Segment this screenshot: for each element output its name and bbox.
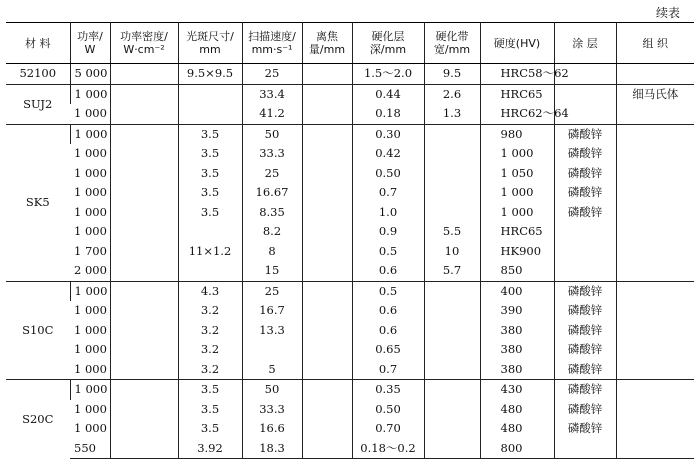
- table-cell: 3.2: [178, 301, 242, 321]
- table-cell: 9.5: [424, 64, 480, 85]
- table-cell: [616, 321, 694, 341]
- column-header: [6, 23, 70, 64]
- table-cell: 9.5×9.5: [178, 64, 242, 85]
- table-cell: 550: [70, 439, 110, 459]
- table-cell: 33.3: [242, 400, 302, 420]
- table-cell: 3.5: [178, 144, 242, 164]
- column-header-label: 涂 层: [572, 36, 598, 50]
- table-cell: [554, 222, 616, 242]
- table-cell: [424, 419, 480, 439]
- table-header: [6, 23, 694, 64]
- table-cell: 33.4: [242, 84, 302, 104]
- table-cell: [302, 321, 352, 341]
- table-row: [6, 183, 694, 203]
- table-cell: [424, 340, 480, 360]
- table-cell: HRC58～62: [480, 64, 554, 85]
- table-cell: 1 000: [74, 146, 107, 161]
- table-cell: 380: [480, 360, 554, 380]
- table-cell: 磷酸锌: [554, 281, 616, 301]
- column-header: [110, 23, 178, 64]
- table-row: [6, 261, 694, 281]
- column-header-label: 光斑尺寸/ mm: [186, 30, 234, 56]
- table-cell: 0.5: [352, 242, 424, 262]
- table-cell: 0.6: [352, 301, 424, 321]
- table-cell: [616, 340, 694, 360]
- table-cell: 细马氏体: [616, 84, 694, 104]
- table-cell: [110, 222, 178, 242]
- table-cell: [302, 439, 352, 459]
- table-cell: 1 050: [480, 164, 554, 184]
- column-header: [554, 23, 616, 64]
- table-cell: 41.2: [242, 104, 302, 124]
- column-header-label: 材 料: [25, 36, 51, 50]
- table-cell: [424, 183, 480, 203]
- table-cell: [110, 84, 178, 104]
- table-cell: 380: [480, 321, 554, 341]
- table-row: [6, 340, 694, 360]
- table-cell: 5 000: [70, 64, 110, 85]
- column-header: [178, 23, 242, 64]
- table-cell: [424, 400, 480, 420]
- table-cell: 1 000: [74, 204, 107, 219]
- table-cell: [110, 400, 178, 420]
- table-row: [6, 84, 694, 104]
- table-cell: 1.5～2.0: [352, 64, 424, 85]
- material-cell: SUJ2: [6, 84, 70, 124]
- table-cell: [178, 261, 242, 281]
- table-cell: 1 000: [74, 421, 107, 436]
- table-cell: [616, 439, 694, 459]
- material-cell: S10C: [6, 281, 70, 380]
- column-header-label: 扫描速度/ mm·s⁻¹: [248, 30, 296, 56]
- table-cell: [616, 222, 694, 242]
- table-cell: 3.5: [178, 203, 242, 223]
- table-cell: 1.3: [424, 104, 480, 124]
- table-cell: 1 000: [70, 380, 110, 400]
- table-cell: 18.3: [242, 439, 302, 459]
- table-cell: 磷酸锌: [554, 164, 616, 184]
- table-cell: [616, 144, 694, 164]
- table-cell: 1 000: [480, 183, 554, 203]
- column-header-label: 功率密度/ W·cm⁻²: [120, 30, 168, 56]
- table-cell: [616, 281, 694, 301]
- table-cell: [110, 340, 178, 360]
- table-cell: 11×1.2: [178, 242, 242, 262]
- table-cell: [424, 164, 480, 184]
- table-cell: 480: [480, 419, 554, 439]
- table-cell: 33.3: [242, 144, 302, 164]
- table-cell: 2 000: [74, 263, 107, 278]
- table-row: [6, 203, 694, 223]
- table-cell: 16.6: [242, 419, 302, 439]
- table-cell: 0.7: [352, 360, 424, 380]
- table-cell: [302, 64, 352, 85]
- table-cell: [616, 203, 694, 223]
- table-cell: 50: [242, 380, 302, 400]
- table-cell: [302, 419, 352, 439]
- table-cell: 850: [480, 261, 554, 281]
- table-cell: 3.5: [178, 419, 242, 439]
- table-cell: 430: [480, 380, 554, 400]
- table-cell: [554, 261, 616, 281]
- table-row: [6, 124, 694, 144]
- table-cell: 磷酸锌: [554, 203, 616, 223]
- table-cell: [110, 242, 178, 262]
- table-cell: 0.7: [352, 183, 424, 203]
- table-cell: 390: [480, 301, 554, 321]
- table-cell: 3.2: [178, 340, 242, 360]
- table-cell: 1 000: [74, 342, 107, 357]
- table-cell: [424, 144, 480, 164]
- table-cell: [110, 321, 178, 341]
- continued-label: 续表: [655, 6, 680, 20]
- table-cell: [110, 281, 178, 301]
- column-header-label: 功率/ W: [77, 30, 103, 56]
- table-cell: [616, 380, 694, 400]
- table-cell: 1 000: [74, 185, 107, 200]
- table-cell: 3.5: [178, 183, 242, 203]
- table-cell: 0.65: [352, 340, 424, 360]
- table-row: [6, 64, 694, 85]
- table-cell: 1 000: [74, 303, 107, 318]
- table-cell: [302, 301, 352, 321]
- table-cell: [302, 400, 352, 420]
- table-cell: 3.5: [178, 380, 242, 400]
- table-cell: 1 000: [70, 124, 110, 144]
- table-row: [6, 164, 694, 184]
- table-cell: 1 000: [74, 401, 107, 416]
- column-header: [302, 23, 352, 64]
- material-cell: 52100: [6, 64, 70, 85]
- table-cell: 1 000: [480, 144, 554, 164]
- table-cell: [424, 439, 480, 459]
- column-header: [480, 23, 554, 64]
- table-cell: [424, 281, 480, 301]
- table-cell: 1 000: [480, 203, 554, 223]
- table-cell: [302, 164, 352, 184]
- table-cell: [616, 400, 694, 420]
- table-cell: [616, 261, 694, 281]
- table-cell: 25: [242, 64, 302, 85]
- table-cell: [302, 222, 352, 242]
- column-header: [242, 23, 302, 64]
- table-cell: [302, 380, 352, 400]
- table-cell: [554, 242, 616, 262]
- table-cell: [302, 261, 352, 281]
- column-header-label: 硬化带 宽/mm: [433, 30, 471, 56]
- table-cell: 1 700: [74, 243, 107, 258]
- column-header: [616, 23, 694, 64]
- table-cell: 0.44: [352, 84, 424, 104]
- laser-hardening-table: [6, 22, 694, 459]
- table-cell: 25: [242, 164, 302, 184]
- table-cell: 0.42: [352, 144, 424, 164]
- table-cell: [424, 301, 480, 321]
- table-cell: 8.35: [242, 203, 302, 223]
- table-cell: 1 000: [74, 106, 107, 121]
- table-cell: 5: [242, 360, 302, 380]
- table-cell: [110, 380, 178, 400]
- table-cell: 1 000: [70, 281, 110, 301]
- table-cell: 0.50: [352, 400, 424, 420]
- table-cell: [616, 419, 694, 439]
- table-cell: 5.5: [424, 222, 480, 242]
- table-cell: 1.0: [352, 203, 424, 223]
- table-row: [6, 301, 694, 321]
- table-cell: [424, 124, 480, 144]
- table-cell: [302, 242, 352, 262]
- table-cell: 0.6: [352, 321, 424, 341]
- table-cell: [424, 321, 480, 341]
- table-cell: [110, 144, 178, 164]
- table-cell: [110, 104, 178, 124]
- table-cell: [616, 360, 694, 380]
- table-cell: [110, 439, 178, 459]
- table-cell: 1 000: [74, 361, 107, 376]
- table-cell: 1 000: [74, 322, 107, 337]
- table-cell: 4.3: [178, 281, 242, 301]
- table-cell: 980: [480, 124, 554, 144]
- table-cell: [424, 360, 480, 380]
- table-row: [6, 281, 694, 301]
- column-header: [352, 23, 424, 64]
- table-cell: [178, 104, 242, 124]
- table-cell: HRC65: [480, 84, 554, 104]
- table-cell: [302, 281, 352, 301]
- table-cell: [616, 242, 694, 262]
- column-header-label: 离焦 量/mm: [308, 30, 346, 56]
- table-cell: 5.7: [424, 261, 480, 281]
- table-cell: [110, 164, 178, 184]
- table-cell: 1 000: [70, 84, 110, 104]
- table-cell: HK900: [480, 242, 554, 262]
- column-header-label: 组 织: [642, 36, 668, 50]
- table-cell: 3.2: [178, 321, 242, 341]
- table-cell: 0.35: [352, 380, 424, 400]
- material-cell: S20C: [6, 380, 70, 459]
- table-cell: [302, 124, 352, 144]
- table-cell: 0.18: [352, 104, 424, 124]
- table-body: [6, 64, 694, 459]
- table-cell: 400: [480, 281, 554, 301]
- table-cell: 8.2: [242, 222, 302, 242]
- table-cell: 0.6: [352, 261, 424, 281]
- table-cell: [302, 360, 352, 380]
- table-cell: 2.6: [424, 84, 480, 104]
- column-header-label: 硬化层 深/mm: [369, 30, 407, 56]
- table-row: [6, 380, 694, 400]
- table-cell: 3.5: [178, 124, 242, 144]
- table-cell: [110, 301, 178, 321]
- table-row: [6, 321, 694, 341]
- table-cell: [178, 222, 242, 242]
- table-row: [6, 419, 694, 439]
- column-header: [424, 23, 480, 64]
- table-cell: [110, 419, 178, 439]
- table-cell: 1 000: [74, 165, 107, 180]
- table-row: [6, 222, 694, 242]
- table-cell: 磷酸锌: [554, 301, 616, 321]
- column-header-label: 硬度(HV): [493, 36, 541, 50]
- table-cell: [110, 261, 178, 281]
- table-cell: [616, 183, 694, 203]
- column-header: [70, 23, 110, 64]
- table-row: [6, 104, 694, 124]
- table-cell: [110, 203, 178, 223]
- table-cell: [110, 124, 178, 144]
- table-cell: 磷酸锌: [554, 380, 616, 400]
- table-cell: 磷酸锌: [554, 360, 616, 380]
- table-cell: 480: [480, 400, 554, 420]
- table-cell: 磷酸锌: [554, 124, 616, 144]
- table-cell: [616, 64, 694, 85]
- table-row: [6, 242, 694, 262]
- table-cell: 0.18～0.2: [352, 439, 424, 459]
- table-cell: [242, 340, 302, 360]
- table-cell: 16.67: [242, 183, 302, 203]
- table-cell: [110, 183, 178, 203]
- table-cell: [302, 84, 352, 104]
- table-cell: 50: [242, 124, 302, 144]
- table-row: [6, 360, 694, 380]
- table-row: [6, 400, 694, 420]
- table-cell: 3.2: [178, 360, 242, 380]
- table-cell: 磷酸锌: [554, 400, 616, 420]
- table-cell: 16.7: [242, 301, 302, 321]
- table-cell: 磷酸锌: [554, 321, 616, 341]
- table-cell: 磷酸锌: [554, 340, 616, 360]
- table-cell: [424, 203, 480, 223]
- table-cell: 380: [480, 340, 554, 360]
- table-cell: 磷酸锌: [554, 144, 616, 164]
- table-cell: [424, 380, 480, 400]
- table-cell: [110, 360, 178, 380]
- table-cell: [302, 203, 352, 223]
- table-cell: HRC62～64: [480, 104, 554, 124]
- table-cell: [302, 104, 352, 124]
- table-cell: 10: [424, 242, 480, 262]
- table-cell: 3.5: [178, 164, 242, 184]
- table-cell: [178, 84, 242, 104]
- table-cell: 1 000: [74, 224, 107, 239]
- table-cell: 磷酸锌: [554, 419, 616, 439]
- table-cell: 磷酸锌: [554, 183, 616, 203]
- table-cell: [302, 144, 352, 164]
- table-cell: 0.50: [352, 164, 424, 184]
- table-cell: 3.5: [178, 400, 242, 420]
- table-cell: 800: [480, 439, 554, 459]
- table-cell: 15: [242, 261, 302, 281]
- table-cell: [616, 124, 694, 144]
- table-cell: [554, 439, 616, 459]
- table-cell: 0.9: [352, 222, 424, 242]
- table-cell: [302, 183, 352, 203]
- table-cell: 0.5: [352, 281, 424, 301]
- table-cell: [302, 340, 352, 360]
- table-cell: 3.92: [178, 439, 242, 459]
- table-row: [6, 144, 694, 164]
- table-cell: [554, 84, 616, 104]
- header-row: [6, 23, 694, 64]
- table-cell: [616, 301, 694, 321]
- table-cell: [110, 64, 178, 85]
- table-cell: 8: [242, 242, 302, 262]
- material-cell: SK5: [6, 124, 70, 281]
- table-cell: 0.30: [352, 124, 424, 144]
- table-cell: 25: [242, 281, 302, 301]
- table-cell: 0.70: [352, 419, 424, 439]
- table-cell: [616, 104, 694, 124]
- table-cell: [616, 164, 694, 184]
- table-cell: 13.3: [242, 321, 302, 341]
- table-row: [6, 439, 694, 459]
- table-cell: HRC65: [480, 222, 554, 242]
